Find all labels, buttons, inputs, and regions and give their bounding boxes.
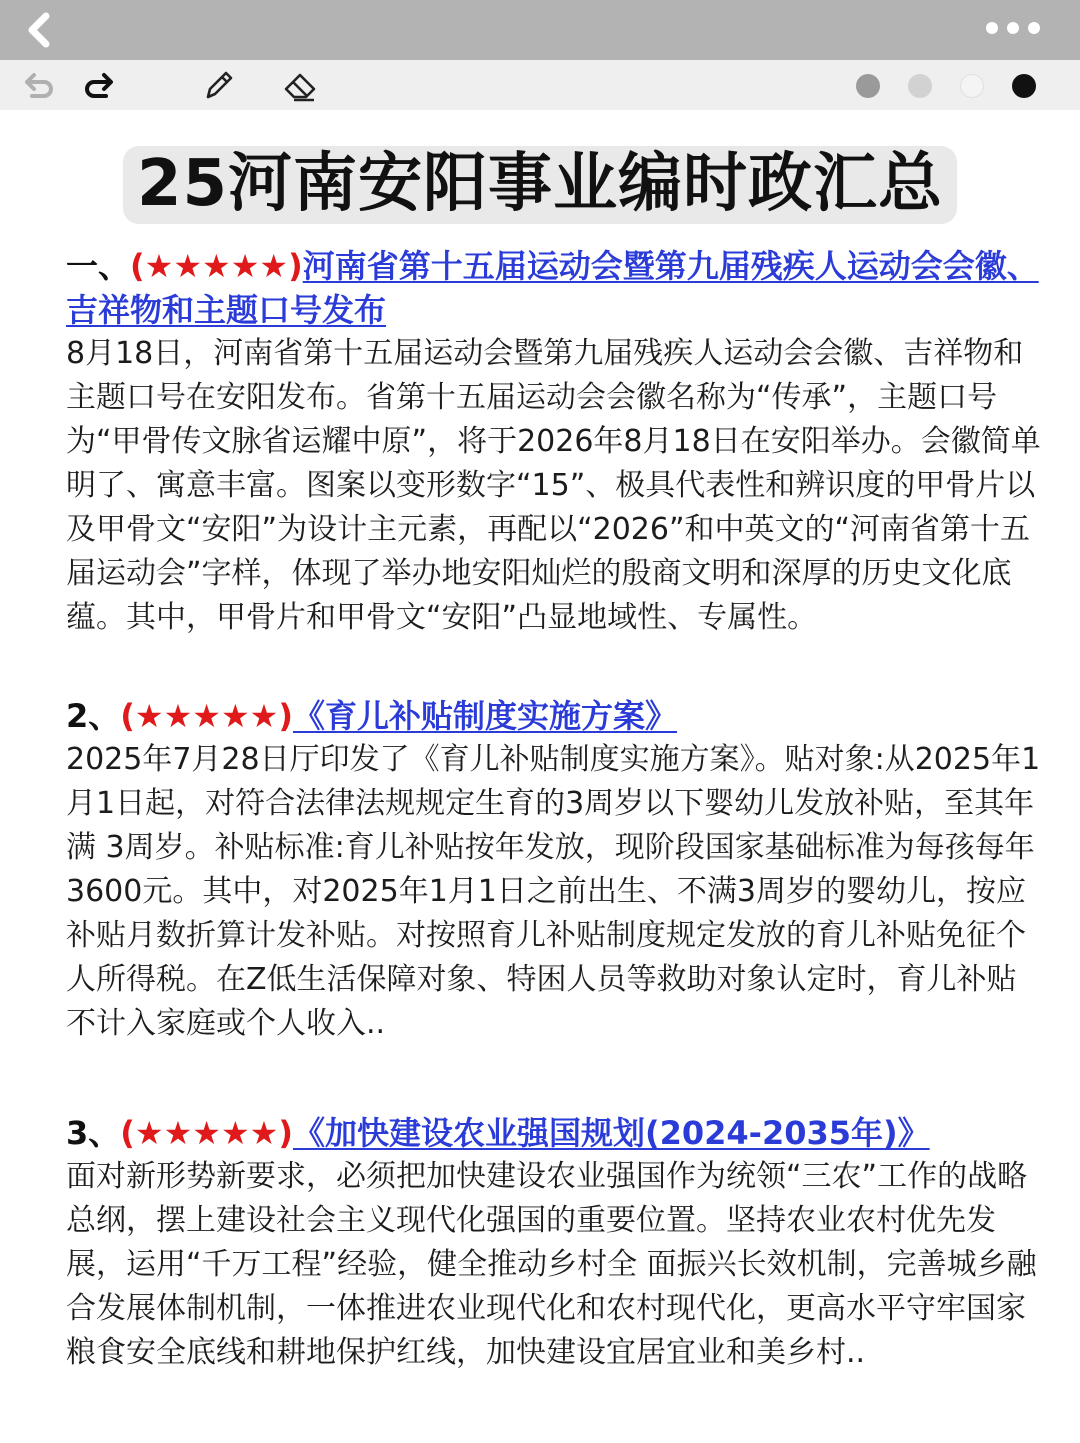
redo-button[interactable] <box>80 67 116 103</box>
color-swatch-black[interactable] <box>1012 74 1036 98</box>
more-dots-icon <box>1028 22 1040 34</box>
section-3 <box>66 1111 1046 1375</box>
star-rating: (★★★★★) <box>130 247 303 285</box>
more-dots-icon <box>1007 22 1019 34</box>
page-title: 25河南安阳事业编时政汇总 <box>123 146 957 224</box>
pencil-button[interactable] <box>200 67 236 103</box>
more-dots-icon <box>986 22 998 34</box>
section-number: 2、 <box>66 697 121 735</box>
eraser-button[interactable] <box>282 67 318 103</box>
section-1 <box>66 244 1046 640</box>
star-rating: (★★★★★) <box>120 1114 293 1152</box>
undo-button[interactable] <box>22 67 58 103</box>
pencil-icon <box>200 67 236 103</box>
section-number: 3、 <box>66 1114 121 1152</box>
section-heading <box>66 694 1046 738</box>
more-button[interactable] <box>986 16 1040 40</box>
section-body: 2025年7月28日厅印发了《育儿补贴制度实施方案》。贴对象:从2025年1月1日起，对符合法律法规规定生育的3周岁以下婴幼儿发放补贴，至其年满 3周岁。补贴标准:育儿补贴按年发放，现阶段国家基础标准为每孩每年3600元。其中，对2025年1月1日之前出生、不满3周岁的婴幼儿，按应补贴月数折算计发补贴。对按照育儿补贴制度规定发放的育儿补贴免征个人所得税。在Z低生活保障对象、特困人员等救助对象认定时，育儿补贴不计入家庭或个人收入.. <box>66 742 1041 1041</box>
redo-icon <box>80 67 116 103</box>
section-heading <box>66 244 1046 332</box>
section-body: 面对新形势新要求，必须把加快建设农业强国作为统领“三农”工作的战略总纲，摆上建设社会主义现代化强国的重要位置。坚持农业农村优先发展，运用“千万工程”经验，健全推动乡村全 面振兴长效机制，完善城乡融合发展体制机制，一体推进农业现代化和农村现代化，更高水平守牢国家粮食安全底线和耕地保护红线，加快建设宜居宜业和美乡村.. <box>66 1159 1037 1370</box>
chevron-left-icon <box>18 8 62 52</box>
color-swatch-gray[interactable] <box>856 74 880 98</box>
top-bar <box>0 0 1080 60</box>
color-swatch-white[interactable] <box>960 74 984 98</box>
section-body: 8月18日，河南省第十五届运动会暨第九届残疾人运动会会徽、吉祥物和主题口号在安阳发布。省第十五届运动会会徽名称为“传承”，主题口号为“甲骨传文脉省运耀中原”，将于2026年8月18日在安阳举办。会徽简单明了、寓意丰富。图案以变形数字“15”、极具代表性和辨识度的甲骨片以及甲骨文“安阳”为设计主元素，再配以“2026”和中英文的“河南省第十五届运动会”字样，体现了举办地安阳灿烂的殷商文明和深厚的历史文化底蕴。其中，甲骨片和甲骨文“安阳”凸显地域性、专属性。 <box>66 336 1041 635</box>
eraser-icon <box>282 67 318 103</box>
section-title-link[interactable]: 《加快建设农业强国规划(2024-2035年)》 <box>292 1114 930 1152</box>
section-2 <box>66 694 1046 1046</box>
star-rating: (★★★★★) <box>120 697 293 735</box>
document-page <box>0 110 1080 1443</box>
color-swatch-light-gray[interactable] <box>908 74 932 98</box>
section-title-link[interactable]: 河南省第十五届运动会暨第九届残疾人运动会会徽、吉祥物和主题口号发布 <box>66 247 1039 329</box>
undo-icon <box>22 67 58 103</box>
section-title-link[interactable]: 《育儿补贴制度实施方案》 <box>292 697 677 735</box>
back-button[interactable] <box>18 8 62 52</box>
section-heading <box>66 1111 1046 1155</box>
section-number: 一、 <box>66 247 131 285</box>
